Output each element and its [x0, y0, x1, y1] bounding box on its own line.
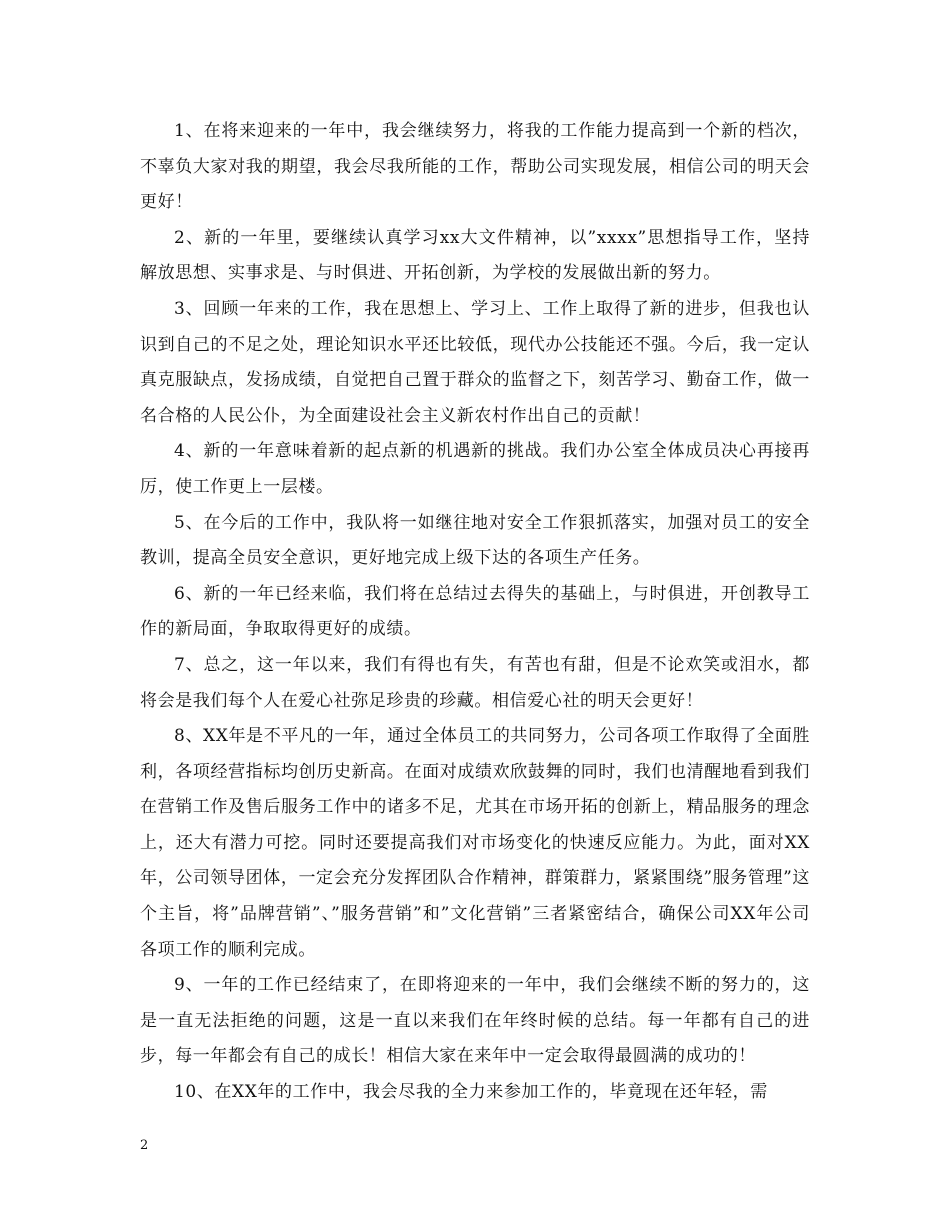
paragraph-1: 1、在将来迎来的一年中，我会继续努力，将我的工作能力提高到一个新的档次，不辜负大家对我的期望，我会尽我所能的工作，帮助公司实现发展，相信公司的明天会更好！ [140, 121, 810, 213]
paragraph-3: 3、回顾一年来的工作，我在思想上、学习上、工作上取得了新的进步，但我也认识到自己的不足之处，理论知识水平还比较低，现代办公技能还不强。今后，我一定认真克服缺点，发扬成绩，自觉把自己置于群众的监督之下，刻苦学习、勤奋工作，做一名合格的人民公仆，为全面建设社会主义新农村作出自己的贡献！ [140, 298, 810, 426]
paragraph-4: 4、新的一年意味着新的起点新的机遇新的挑战。我们办公室全体成员决心再接再厉，使工作更上一层楼。 [140, 441, 810, 497]
paragraph-2: 2、新的一年里，要继续认真学习xx大文件精神，以”xxxx”思想指导工作，坚持解放思想、实事求是、与时俱进、开拓创新，为学校的发展做出新的努力。 [140, 227, 810, 284]
document-body [140, 114, 810, 1111]
page-number: 2 [140, 1138, 149, 1153]
paragraph-9: 9、一年的工作已经结束了，在即将迎来的一年中，我们会继续不断的努力的，这是一直无法拒绝的问题，这是一直以来我们在年终时候的总结。每一年都有自己的进步，每一年都会有自己的成长！相信大家在来年中一定会取得最圆满的成功的！ [140, 975, 810, 1067]
paragraph-6: 6、新的一年已经来临，我们将在总结过去得失的基础上，与时俱进，开创教导工作的新局面，争取取得更好的成绩。 [140, 583, 810, 640]
paragraph-8: 8、XX年是不平凡的一年，通过全体员工的共同努力，公司各项工作取得了全面胜利，各项经营指标均创历史新高。在面对成绩欢欣鼓舞的同时，我们也清醒地看到我们在营销工作及售后服务工作中的诸多不足，尤其在市场开拓的创新上，精品服务的理念上，还大有潜力可挖。同时还要提高我们对市场变化的快速反应能力。为此，面对XX年，公司领导团体，一定会充分发挥团队合作精神，群策群力，紧紧围绕”服务管理”这个主旨，将”品牌营销”、”服务营销”和”文化营销”三者紧密结合，确保公司XX年公司各项工作的顺利完成。 [140, 726, 810, 960]
paragraph-5: 5、在今后的工作中，我队将一如继往地对安全工作狠抓落实，加强对员工的安全教训，提高全员安全意识，更好地完成上级下达的各项生产任务。 [140, 512, 810, 569]
paragraph-7: 7、总之，这一年以来，我们有得也有失，有苦也有甜，但是不论欢笑或泪水，都将会是我们每个人在爱心社弥足珍贵的珍藏。相信爱心社的明天会更好！ [140, 654, 810, 711]
paragraph-10: 10、在XX年的工作中，我会尽我的全力来参加工作的，毕竟现在还年轻，需 [174, 1082, 768, 1103]
